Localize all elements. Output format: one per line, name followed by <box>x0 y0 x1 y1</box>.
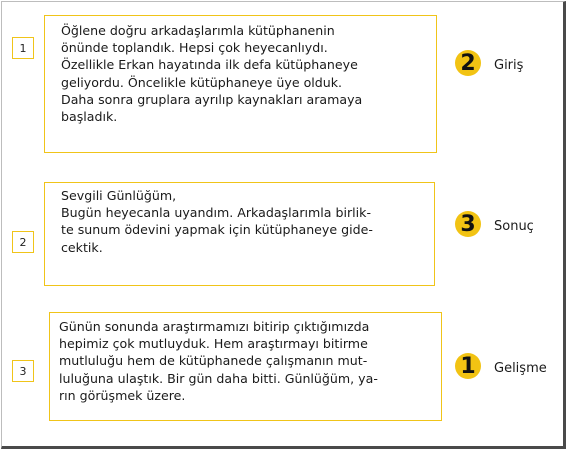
section-label-gelisme: Gelişme <box>494 361 547 376</box>
paragraph-line: önünde toplandık. Hepsi çok heyecanlıydı. <box>61 40 328 56</box>
paragraph-line: rın görüşmek üzere. <box>59 387 186 403</box>
paragraph-line: geliyordu. Öncelikle kütüphaneye üye olduk. <box>61 74 343 90</box>
paragraph-line: luluğuna ulaştık. Bir gün daha bitti. Günlüğüm, ya- <box>59 370 378 386</box>
answer-circle-3 <box>455 353 481 379</box>
paragraph-line: Sevgili Günlüğüm, <box>61 188 177 203</box>
paragraph-number-box-1 <box>12 37 34 59</box>
section-label-sonuc: Sonuç <box>494 219 534 234</box>
paragraph-line: Günün sonunda araştırmamızı bitirip çıktığımızda <box>59 319 370 334</box>
paragraph-number: 1 <box>19 41 27 55</box>
paragraph-line: Bugün heyecanla uyandım. Arkadaşlarımla birlik- <box>61 205 371 221</box>
paragraph-number: 2 <box>19 235 27 249</box>
paragraph-box-2 <box>44 182 435 286</box>
answer-number: 1 <box>460 353 476 379</box>
paragraph-line: Öğlene doğru arkadaşlarımla kütüphanenin <box>61 23 335 38</box>
paragraph-line: mutluluğu hem de kütüphanede çalışmanın mut- <box>59 353 368 369</box>
paragraph-line: te sunum ödevini yapmak için kütüphaneye gide- <box>61 222 373 238</box>
section-label-giris: Giriş <box>494 58 524 73</box>
paragraph-line: Özellikle Erkan hayatında ilk defa kütüphaneye <box>61 57 358 73</box>
paragraph-number-box-2 <box>12 231 34 253</box>
paragraph-line: cektik. <box>61 239 103 255</box>
paragraph-line: Daha sonra gruplara ayrılıp kaynakları aramaya <box>61 91 363 107</box>
paragraph-box-1 <box>44 15 437 153</box>
paragraph-number: 3 <box>19 364 27 378</box>
answer-number: 2 <box>460 50 476 76</box>
paragraph-number-box-3 <box>12 360 34 382</box>
paragraph-line: başladık. <box>61 109 118 125</box>
answer-number: 3 <box>460 211 476 237</box>
answer-circle-1 <box>455 50 481 76</box>
paragraph-box-3 <box>49 312 442 421</box>
paragraph-line: hepimiz çok mutluyduk. Hem araştırmayı bitirme <box>59 336 368 352</box>
answer-circle-2 <box>455 211 481 237</box>
